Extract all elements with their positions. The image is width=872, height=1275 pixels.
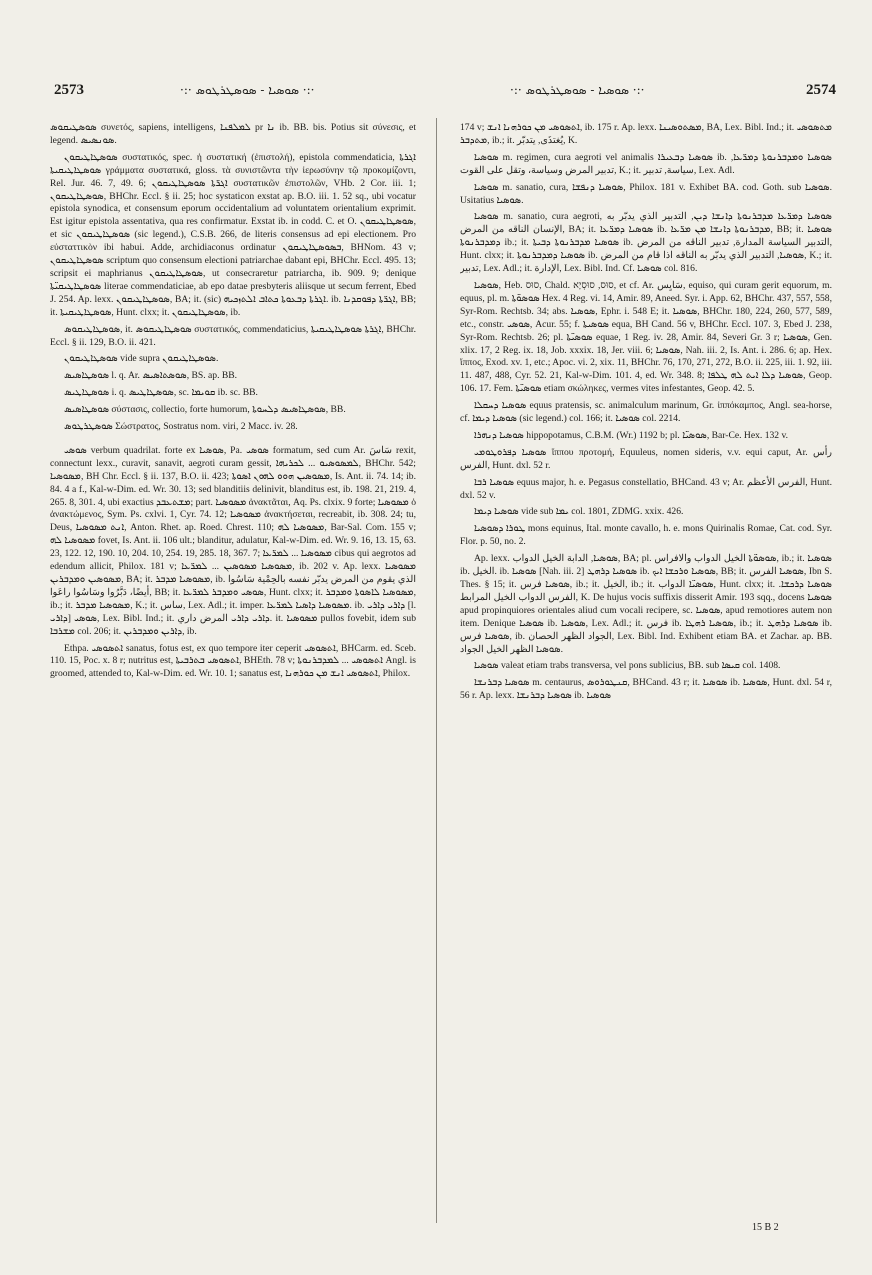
left-column [50,122,416,1222]
right-column [460,122,832,1222]
dictionary-entry: ܣܘܣܛܐܛܝܩܘܣ, it. ܣܘܣܛܐܛܝܩܘܣ συστατικός, commendaticius, ܐܓܪܬܐ ܣܘܣܛܐܛܝܩܝܬܐ, BHChr. Eccl. § ii. 129, B.O. ii. 421. [50,323,416,348]
page-number-right: 2574 [806,82,836,98]
dictionary-entry: ܣܘܣܛܪܛܘܣ Σώστρατος, Sostratus nom. viri, 2 Macc. iv. 28. [64,421,298,433]
dictionary-entry: ܣܘܣܝܐ ܕܦܪܘܛܘܡܝ ἵππου προτομή, Equuleus, nomen sideris, v.v. equi caput, Ar. رأس الفرس, Hunt. dxl. 52 r. [460,446,832,471]
signature-mark: 15 B 2 [752,1222,779,1233]
dictionary-entry: ܣܘܣܝܐ m. sanatio, cura aegroti, ܣܘܣܝܐ ܕܡܪ̈ܥܐ ܡܕܒܪܢܘܬܐ ܕܐܢܫܐ ܕܝܢ, التدبير الذي يدبّر به الإنسان الناقه من المرض, BA; it. ܣܘܣܝܐ ܕܡܪ̈ܥܐ ib. ܡܕܒܪܢܘܬܐ ܕܐܢܫܐ ܡܢ ܡܪ̈ܥܐ, BB; it. ܣܘܣܝܐ ܕܡܕܒܪܢܘܬܐ ib.; it. ܣܘܣܝܐ ܡܕܒܪܢܘܬܐ ܕܒܝܬܐ ib. التدبير السياسة المدارة, تدبير الناقه من المرض, Hunt. clxx; it. ܣܘܣܝܐ ܕܡܕܒܪܢܘܬܐ ib. ܣܘܣܝܐ, التدبير الذي يدبّر به الناقه اذا قام من المرض, K.; it. تدبير, Lex. Adl.; it. الإدارة, Lex. Bibl. Ind. Cf. ܣܘܣܝܐ col. 816. [460,211,832,275]
dictionary-entry: ܣܘܣܛܐܣܝܣ l. q. Ar. ܣܘܣܬܐܣܝܣ, BS. ap. BB. [64,370,238,382]
dictionary-entry: ܣܘܣܛܝܩܘܣ συνετός, sapiens, intelligens, ܠܡܠܦܢܐ pr ܢܐ ib. BB. bis. Potius sit σύνεσις, et legend. ܣܘܢܣܝܣ. [50,122,416,146]
dictionary-entry: ܣܘܣܝܐ ܕܢܗܪܐ hippopotamus, C.B.M. (Wr.) 1192 b; pl. ܣܘܣܝ̈ܐ, Bar-Ce. Hex. 132 v. [474,429,789,441]
dictionary-entry: ܣܘܣܝܐ ܕܚܩܠܐ equus pratensis, sc. animalculum marinum, Gr. ἱππόκαμπος, Angl. sea-horse, cf. ܣܘܣܝܐ ܕܝܡܐ (sic legend.) col. 166; it. ܣܘܣܝܐ col. 2214. [460,400,832,425]
dictionary-entry: Ethpa. ܐܬܣܘܣܝ sanatus, fotus est, ex quo tempore iter ceperit ܐܬܣܘܣܝ, BHCarm. ed. Sceb. 110. 15, Poc. x. 8 r; nutritus est, ܐܬܣܘܣܝ ܒܬܪܒܝܬܐ, BHEth. 78 v; ܐܬܣܘܣܝ ... ܠܡܕܒܪܢܘܬܐ Angl. is groomed, attended to, Kal-w-Dim. ed. Wr. 10. 1; sanatus est, ܐܬܣܘܣܝ ܐܢܫ ܡܢ ܟܘܪܗܢܐ, Philox. [50,642,416,680]
dictionary-entry: ܣܘܣܝܐ valeat etiam trabs transversa, vel pons sublicius, BB. sub ܩܝܣܐ col. 1408. [474,660,781,672]
dictionary-entry: ܣܘܣܝܐ m. regimen, cura aegroti vel animalis ܣܘܣܝܐ ܕܒܥܝܪܐ ib. ܣܘܣܝܐ ܘܡܕܒܪܢܘܬܐ ܕܡܪ̈ܥܐ, تدبير المرض وسياسة، وتقل على القوت, K.; it. سياسة, تدبير, Lex. Adl. [460,151,832,176]
dictionary-entry: ܣܘܣܝܐ m. sanatio, cura, ܣܘܣܝܐ ܕܢܦܫܐ, Philox. 181 v. Exhibet BA. cod. Goth. sub ܣܘܣܝܐ. Usitatius ܣܘܣܝܐ. [460,181,832,206]
dictionary-entry: ܣܘܣܝܐ ܕܒܪܢܫܐ m. centaurus, ܩܢܛܘܪܘܣ, BHCand. 43 r; it. ܣܘܣܝܐ ib. ܣܘܣܝܐ, Hunt. dxl. 54 r, 56 r. Ap. lexx. ܣܘܣܝܐ ܕܒܪܢܫܐ ib. ܣܘܣܝܐ [460,677,832,702]
dictionary-entry: ܛܘܪܐ ܕܣܘܣܝܐ mons equinus, Ital. monte cavallo, h. e. mons Quirinalis Romae, Cat. cod. Syr. Flor. p. 50, no. 2. [460,523,832,548]
page-number-left: 2573 [54,82,84,98]
running-title-right: ·:· ܣܘܣܝܐ - ܣܘܣܛܪܛܘܣ ·:· [510,83,645,97]
dictionary-entry: ܣܘܣܝ verbum quadrilat. forte ex ܣܘܣܝܐ, Pa. ܣܘܣܝ formatum, sed cum Ar. سَاسَ rexit, connectunt lexx., curavit, sanavit, aegroti curam gessit, ܠܡܣܘܣܝܘ ... ܠܟܪܝܗܐ, BHChr. 542; ܡܣܘܣܝܐ, BH Chr. Eccl. § ii. 137, B.O. ii. 423; ܡܣܘܣܝܢ ܗܘܘ ܠܗܘܢ ܐܣܘܬܐ, Is. Ant. ii. 74. 14; ib. 84. 4 a f., Kal-w-Dim. ed. Wr. 30. 13; sed blanditiis delinivit, blanditus est, ib. 198. 21, 219. 4, 265. 8, 301. 4, ubi exactius ܡܫܬܥܒܕ; part. ܡܣܘܣܝܐ ἀνακτᾶται, Aq. Ps. clxix. 9 forte; ܡܣܘܣܝܐ ὁ ἀνακτώμενος, Sym. Ps. cxlvi. 1, Cyr. 74. 12; ܡܣܘܣܝܐ ἀνακτήσεται, recreabit, ib. 308. 24; tu, Deus, ܐܢܬ ܡܣܘܣܝܐ, Anton. Rhet. ap. Roed. Chrest. 110; ܡܣܘܣܝܐ ܠܗ, Bar-Sal. Com. 155 v; ܡܣܘܣܝܐ ܠܗ fovet, Is. Ant. ii. 106 ult.; blanditur, adulatur, Kal-w-Dim. ed. Wr. 9. 16, 13. 15, 63. 23, 122. 12, 190. 10, 204. 10, 254. 19, 285. 18, 367. 7; ܡܣܘܣܝܐ ... ܠܡܪ̈ܥܐ cibus qui aegrotos ad edendum allicit, Philox. 181 v; ܡܣܘܣܝܐ ܡܣܘܣܝܢ ... ܠܡܪ̈ܥܐ, ib. 202 v. Ap. lexx. ܡܣܘܣܝܐ ܡܣܘܣܝܢ ܘܡܕܒܪܝܢ, BA; it. ܡܣܘܣܝܐ ܡܕܒܪ, ib. الذي يقوم من المرض يدبّر نفسه بالحِمْية سَاسُوا أيضًا، دَبَّرُوا وسَاسُوا راعَوا, BB; it. ܣܘܣܝ ܘܡܕܒܪ ܠܡܪ̈ܥܐ, Hunt. clxx; it. ܡܣܘܣܝܐ ܠܐܣܘܬܐ ܘܡܕܒܪ, ib.; it. ܡܣܘܣܝܐ ܡܕܒܪ, K.; it. ساس, Lex. Adl.; it. imper. ܡܣܘܣܝܐ ܕܐܣܝܐ ܠܡܪ̈ܥܐ. ib. ܕܐܪܝ ܕܐܪܝ [l. ܕܐܪܝ] ܣܘܣܝ, Lex. Bibl. Ind.; it. ܕܐܪܝ ܕܐܪܝ المرض داري. it. ܡܣܘܣܝܐ pullos fovebit, idem sub ܡܫܪܒܐ col. 206; it. ܕܐܪܝܢ ܘܡܕܒܪܝܢ, ib. [50,444,416,637]
dictionary-entry: ܣܘܣܝܐ ܪܒܐ equus major, h. e. Pegasus constellatio, BHCand. 43 v; Ar. الفرس الأعظم, Hunt. dxl. 52 v. [460,476,832,501]
dictionary-entry: ܣܘܣܝܐ ܕܝܡܐ vide sub ܝܡܐ col. 1801, ZDMG. xxix. 426. [474,506,684,518]
section-separator [50,438,416,445]
dictionary-entry: 174 v; ܐܬܣܘܣܝ ܡܢ ܟܘܪܗܢܐ ܐܢܫ, ib. 175 r. Ap. lexx. ܡܣܬܘܣܝܢܐ, BA, Lex. Bibl. Ind.; it. ܡܬܣܘܣܝ ܡܬܕܒܪ, ib.; it. يُغتذَى, يتدبّر, K. [460,122,832,146]
dictionary-entry: Ap. lexx. ܣܘܣܝܐ, الدابة الخيل الدواب, BA; pl. ܣܘܣܘ̈ܬܐ الخيل الدواب والافراس, ib.; it. ܣܘܣܝܐ ib. الخيل. ib. ܣܘܣܝܐ [Nah. iii. 2] ܣܘܣܝܐ ܕܪܗܛ ib. ܣܘܣܝܐ ܘܪܟܫܐ ܐܝܟ, BB; it. ܣܘܣܝܐ الفرس, Ibn S. Thes. § 15; it. ܣܘܣܝܐ فرس, ib.; it. الخيل, ib.; it. ܣܘܣܝ̈ܐ الدواب, Hunt. clxx; it. ܣܘܣܝܐ ܕܪܟܫܐ. الفرس الدواب الخيل المرابط, K. De hujus vocis suffixis disserit Amir. 193 sqq., docens ܣܘܣܝܐ apud propinquiores orientales aliud cum vocali recipere, sc. ܣܘܣܝܐ, apud remotiores autem non item. Denique ܣܘܣܝܐ ib. ܣܘܣܝܐ, Lex. Adl.; it. فرس ib. ܣܘܣܝܐ ܪܗܛܐ, ib.; it. ܣܘܣܝܐ ܕܪܗܛ ib. ܣܘܣܝܐ فرس, ib. الجواد الظهر الحصان, Lex. Bibl. Ind. Exhibent etiam BA. et Zachar. ap. BB. ܣܘܣܝܐ الظهر الخيل الجواد. [460,553,832,655]
dictionary-entry: ܣܘܣܛܐܣܝܣ σύστασις, collectio, forte humorum, ܣܘܣܛܐܣܝܣ ܕܠܚܘܬܐ, BB. [64,404,346,416]
running-header [40,82,840,104]
dictionary-entry: ܣܘܣܛܐܛܝܩܘܢ συστατικός, spec. ἡ συστατική (ἐπιστολή), epistola commendaticia, ܐܓܪܬܐ ܣܘܣܛܐܛܝܩܝܬܐ γράμματα συστατικά, gloss. τὰ συνιστῶντα τὴν ἱερωσύνην τῷ προκομίζοντι, Rel. Jur. 46. 7, 49. 6; ܐܓܪ̈ܬܐ ܣܘܣܛܐܛܝܩܘܢ συστατικῶν ἐπιστολῶν, VHb. 2 Cor. iii. 1; ܣܘܣܛܐܛܝܩܘܢ, BHChr. Eccl. § ii. 25; hoc systaticon exstat ap. B.O. iii. 1. 52 sq., ubi vocatur epistola synodica, et consensum eporum occidentalium ad voluntatem orientalium exprimit. Est igitur epistola assentativa, qua res confirmatur. Exstat ib. in codd. C. et O. ܣܘܣܛܐܛܝܩܘܢ, et sic ܣܘܣܛܐܛܝܩܘܢ (sic legend.), C.S.B. 266, de literis consensus ad epi electionem. Pro εὐσταττικὸν ibi habui. Adde, archidiaconus ordinatur ܒܣܘܣܛܐܛܝܩܘܢ, BHNom. 43 v; ܣܘܣܛܐܛܝܩܘܢ scriptum quo consensum electioni patriarchae dabant epi, BHChr. Eccl. 495. 13; scripsit ei maphrianus ܣܘܣܛܐܛܝܩܘܢ, ut consecraretur patriarcha, ib. 909. 9; denique ܣܘܣܛܐܛܝܩܝ̈ܬܐ literae commendaticiae, ab epo datae presbyteris aliisque ut secum ferrent, Ebed J. 254. Ap. lexx. ܣܘܣܛܐܛܝܩܘܢ, BA; it. (sic) ܐܓܪܬܐ ܕܒܥܘܬܐ ܟܬܐܒ ܐܠܬܙܟܝܗ. ib. ܐܓܪ̈ܬܐ ܕܦܘܩܕܢܐ, BB; it. ܣܘܣܛܐܛܝܩܝܬܐ, Hunt. clxx; it. ܣܘܣܛܐܛܝܩܘܢ, ib. [50,151,416,318]
dictionary-entry: ܣܘܣܛܐܛܝܩܘܢ vide supra ܣܘܣܛܐܛܝܩܘܢ. [64,353,219,365]
running-title-left: ·:· ܣܘܣܝܐ - ܣܘܣܛܪܛܘܣ ·:· [180,83,315,97]
column-divider [436,118,437,1223]
dictionary-entry: ܣܘܣܛܐܛܝܣ i. q. ܣܘܣܛܐܛܝܣ, sc. ܩܘܝܡܐ ib. sc. BB. [64,387,258,399]
dictionary-entry: ܣܘܣܝܐ, Heb. סוּס, Chald. סוּס, סוּסְיָא, et cf. Ar. سَايِس, equiso, qui curam gerit equorum, m. equus, pl. m. ܣܘܣܘ̈ܬܐ Hex. 4 Reg. vi. 14, Amir. 89, Aneed. Syr. i. App. 62, BHChr. 437, 557, 558, Syr-Rom. Rechtsb. 34; abs. ܣܘܣܝܐ, Ephr. i. 548 E; it. ܣܘܣܝܐ, BHChr. 180, 224, 260, 577, 589, etc., constr. ܣܘܣܝ, Acur. 55; f. ܣܘܣܝܬܐ equa, BH Cand. 56 v, BHChr. Eccl. 107. 3, Ebed J. 238, Syr-Rom. Rechtsb. 26; pl. ܣܘܣܝ̈ܬܐ equae, 1 Reg. iv. 28, Amir. 84, Severi Gr. 3 r; ܣܘܣܝܐ, Gen. xlix. 17, 2 Reg. ix. 18, Job. xxxix. 18, Jer. viii. 6; ܣܘܣܝܐ, Nah. iii. 2, Is. Ant. i. 286. 6; ap. Hex. ἵππος, Exod. xv. 1, etc.; Apoc. vi. 2, xix. 11, BHChr. 76, 170, 271, 272, B.O. ii. 225, iii. 1. 92, iii. 11. 487, 488, Cyr. 52. 21, Kal-w-Dim. 101. 4, ed. Wr. 348. 8; ܣܘܣܝܐ ܕܠܐ ܐܝܬ ܠܗ ܛܠܦܐ, Geop. 106. 17. Fem. ܣܘܣܝ̈ܬܐ etiam σκώληκες, vermes vites infestantes, Geop. 42. 5. [460,279,832,395]
